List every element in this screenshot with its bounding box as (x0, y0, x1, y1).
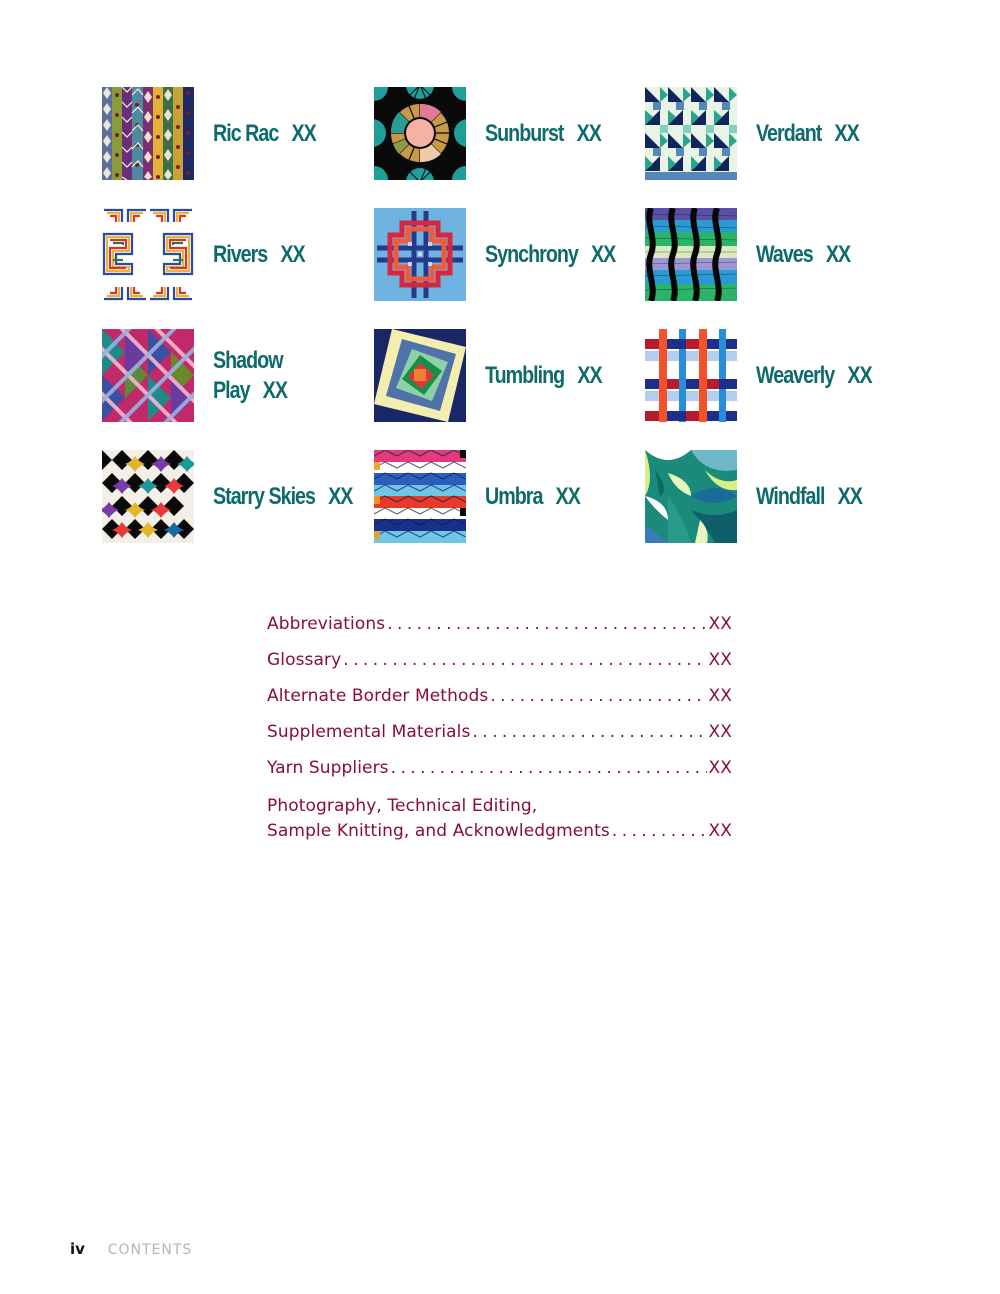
pattern-entry-rivers[interactable] (102, 208, 372, 301)
toc-page: XX (708, 821, 732, 841)
pattern-entry-waves[interactable] (645, 208, 915, 301)
dot-leader (343, 650, 706, 670)
pattern-title: Umbra XX (485, 482, 580, 510)
toc-entry-glossary[interactable] (267, 650, 732, 686)
page-number: XX (577, 361, 602, 389)
dot-leader (387, 614, 706, 634)
page-number: XX (834, 119, 859, 147)
waves-thumbnail (645, 208, 737, 301)
page-number: XX (291, 119, 316, 147)
toc-entry-acknowledgments[interactable] (267, 794, 732, 857)
page-number: XX (847, 361, 872, 389)
pattern-entry-synchrony[interactable] (374, 208, 644, 301)
toc-page: XX (708, 758, 732, 778)
tumbling-thumbnail (374, 329, 466, 422)
pattern-title: Starry Skies XX (213, 482, 353, 510)
windfall-thumbnail (645, 450, 737, 543)
pattern-entry-shadow-play[interactable] (102, 329, 372, 422)
umbra-thumbnail (374, 450, 466, 543)
pattern-title: Shadow Play XX (213, 346, 287, 404)
page-number: XX (837, 482, 862, 510)
pattern-title: Ric Rac XX (213, 119, 316, 147)
pattern-title: Verdant XX (756, 119, 859, 147)
pattern-entry-tumbling[interactable] (374, 329, 644, 422)
weaverly-thumbnail (645, 329, 737, 422)
dot-leader (612, 821, 707, 841)
page-folio: iv (70, 1240, 85, 1258)
toc-title-line1: Photography, Technical Editing, (267, 796, 538, 816)
toc-entry-supplemental-materials[interactable] (267, 722, 732, 758)
toc-page: XX (708, 686, 732, 706)
toc-title: Glossary (267, 650, 342, 670)
starry-skies-thumbnail (102, 450, 194, 543)
toc-title: Supplemental Materials (267, 722, 471, 742)
toc-page: XX (708, 650, 732, 670)
sunburst-thumbnail (374, 87, 466, 180)
toc-entry-abbreviations[interactable] (267, 614, 732, 650)
page-number: XX (328, 482, 353, 510)
pattern-entry-umbra[interactable] (374, 450, 644, 543)
dot-leader (472, 722, 706, 742)
toc-page: XX (708, 722, 732, 742)
dot-leader (490, 686, 706, 706)
pattern-row (102, 208, 902, 301)
page-number: XX (280, 240, 305, 268)
shadow-play-thumbnail (102, 329, 194, 422)
pattern-title: Weaverly XX (756, 361, 872, 389)
verdant-thumbnail (645, 87, 737, 180)
synchrony-thumbnail (374, 208, 466, 301)
toc-title-line2: Sample Knitting, and Acknowledgments (267, 821, 610, 841)
pattern-title: Waves XX (756, 240, 851, 268)
page-footer (70, 1240, 192, 1258)
pattern-entry-windfall[interactable] (645, 450, 915, 543)
pattern-entry-ric-rac[interactable] (102, 87, 372, 180)
pattern-title: Windfall XX (756, 482, 862, 510)
ric-rac-thumbnail (102, 87, 194, 180)
pattern-title: Tumbling XX (485, 361, 602, 389)
toc-page: XX (708, 614, 732, 634)
pattern-row (102, 87, 902, 180)
page-number: XX (590, 240, 616, 268)
pattern-row (102, 450, 902, 543)
page-number: XX (576, 119, 601, 147)
pattern-title: Synchrony XX (485, 240, 616, 268)
pattern-entry-sunburst[interactable] (374, 87, 644, 180)
toc-title: Yarn Suppliers (267, 758, 389, 778)
pattern-title: Rivers XX (213, 240, 305, 268)
pattern-entry-starry-skies[interactable] (102, 450, 372, 543)
toc-title: Abbreviations (267, 614, 386, 634)
pattern-entry-verdant[interactable] (645, 87, 915, 180)
page-number: XX (262, 376, 287, 404)
pattern-row (102, 329, 902, 422)
page-number: XX (555, 482, 580, 510)
toc-entry-yarn-suppliers[interactable] (267, 758, 732, 794)
page-number: XX (825, 240, 851, 268)
running-head: CONTENTS (107, 1242, 193, 1258)
pattern-title: Sunburst XX (485, 119, 601, 147)
toc-title: Alternate Border Methods (267, 686, 489, 706)
dot-leader (391, 758, 707, 778)
rivers-thumbnail (102, 208, 194, 301)
toc-entry-alternate-border-methods[interactable] (267, 686, 732, 722)
back-matter-toc (267, 614, 732, 857)
pattern-entry-weaverly[interactable] (645, 329, 915, 422)
